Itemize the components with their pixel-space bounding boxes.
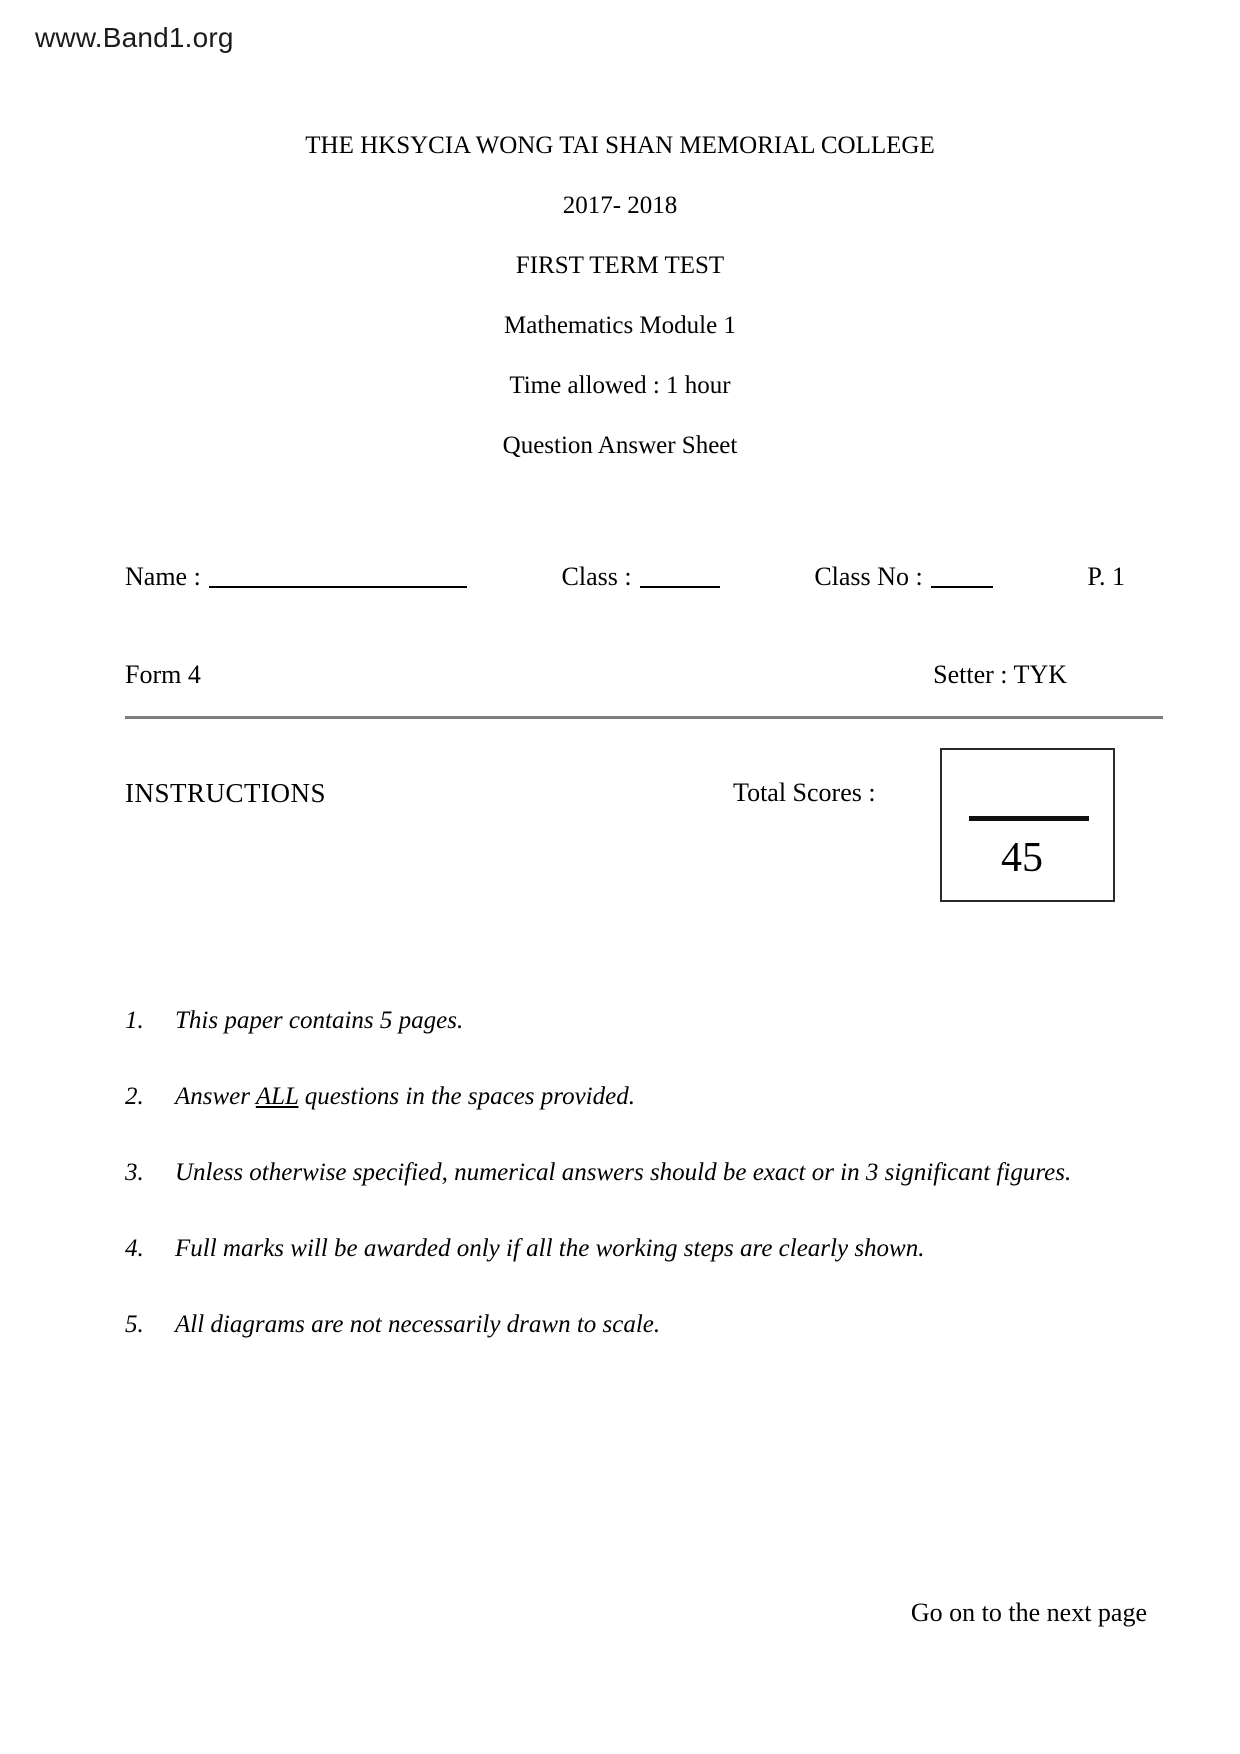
class-no-blank-line	[931, 564, 993, 588]
instruction-text: This paper contains 5 pages.	[175, 1007, 464, 1034]
name-label: Name :	[125, 562, 201, 591]
horizontal-rule	[125, 716, 1163, 719]
paper-header	[100, 131, 1140, 491]
instruction-number: 4.	[125, 1235, 144, 1262]
class-label: Class :	[561, 562, 632, 591]
site-watermark: www.Band1.org	[35, 22, 234, 53]
instruction-text: Answer ALL questions in the spaces provided.	[175, 1083, 635, 1110]
form-label: Form 4	[125, 660, 201, 689]
name-blank-line	[209, 564, 467, 588]
instruction-item	[125, 1309, 1185, 1340]
instruction-number: 2.	[125, 1083, 144, 1110]
instructions-heading: INSTRUCTIONS	[125, 778, 327, 808]
form-setter-row	[125, 660, 1125, 690]
instruction-number: 3.	[125, 1159, 144, 1186]
time-allowed: Time allowed : 1 hour	[509, 372, 731, 399]
instruction-item	[125, 1081, 1185, 1112]
class-no-field	[814, 562, 992, 592]
instruction-number: 5.	[125, 1311, 144, 1338]
total-score-box	[940, 748, 1115, 902]
student-info-row	[125, 562, 1125, 592]
exam-title: FIRST TERM TEST	[515, 252, 725, 279]
instruction-text: Unless otherwise specified, numerical answers should be exact or in 3 significant figures.	[175, 1159, 1072, 1186]
setter-label: Setter : TYK	[933, 660, 1067, 689]
instruction-item	[125, 1157, 1185, 1188]
total-scores-label: Total Scores :	[733, 778, 876, 807]
subject-title: Mathematics Module 1	[504, 312, 736, 339]
name-field	[125, 562, 467, 592]
instruction-item	[125, 1233, 1185, 1264]
sheet-type: Question Answer Sheet	[502, 432, 738, 459]
instruction-text: All diagrams are not necessarily drawn to scale.	[175, 1311, 661, 1338]
total-score-value: 45	[1001, 835, 1043, 881]
page-number: P. 1	[1087, 562, 1125, 591]
class-blank-line	[640, 564, 720, 588]
instruction-text: Full marks will be awarded only if all the working steps are clearly shown.	[175, 1235, 925, 1262]
class-no-label: Class No :	[814, 562, 923, 591]
class-field	[562, 562, 720, 592]
instruction-item	[125, 1005, 1185, 1036]
instructions-list	[125, 1005, 1185, 1385]
score-blank-line	[969, 816, 1089, 821]
instruction-number: 1.	[125, 1007, 144, 1034]
footer-note: Go on to the next page	[910, 1598, 1147, 1627]
school-year: 2017- 2018	[562, 192, 678, 219]
school-name: THE HKSYCIA WONG TAI SHAN MEMORIAL COLLEGE	[305, 132, 935, 159]
